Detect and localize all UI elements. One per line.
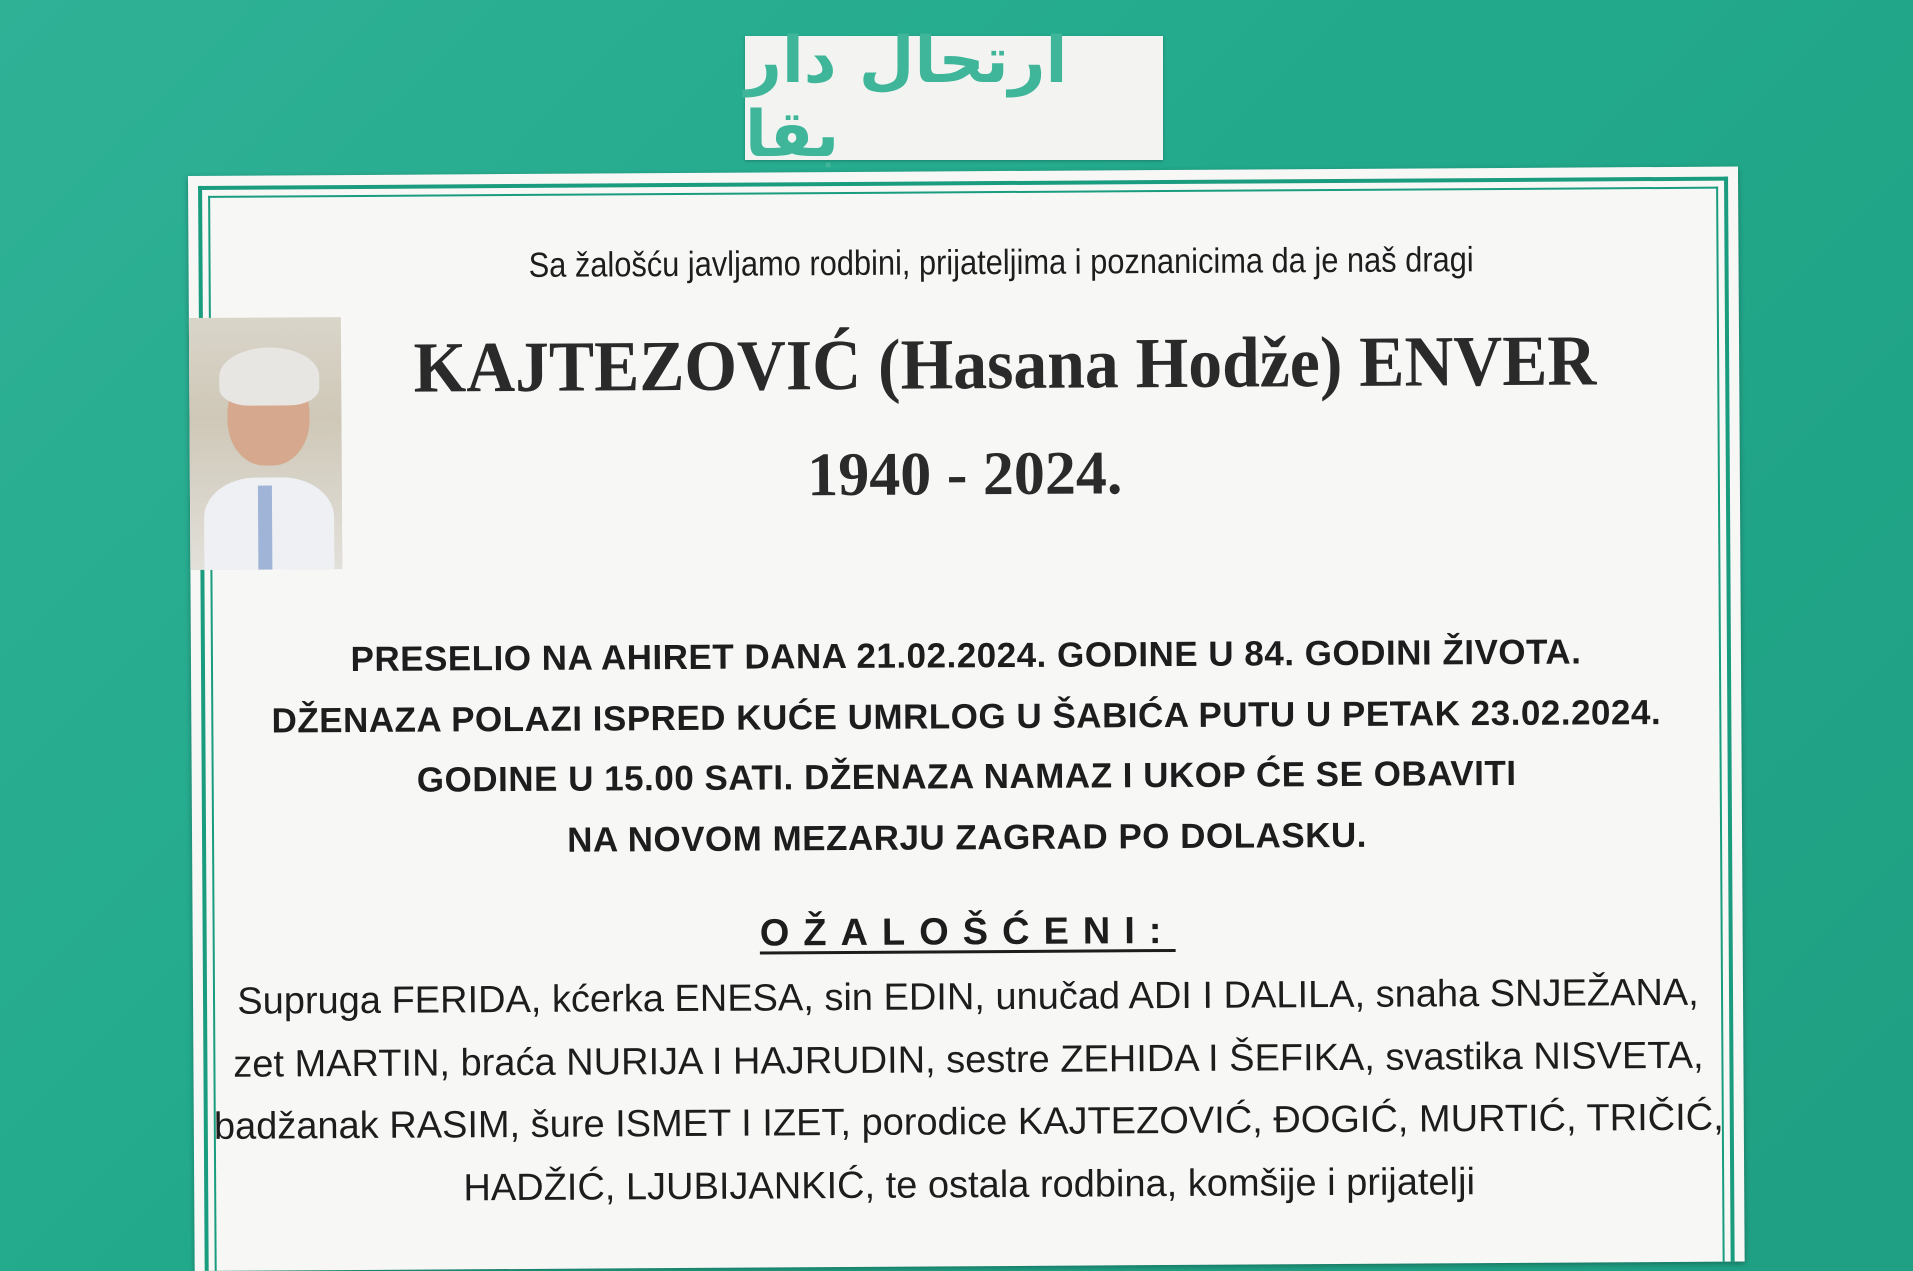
life-years: 1940 - 2024. (807, 439, 1123, 510)
mourners-heading: OŽALOŠĆENI: (759, 909, 1176, 955)
intro-text: Sa žalošću javljamo rodbini, prijateljima i poznanicima da je naš dragi (528, 240, 1474, 285)
detail-line: GODINE U 15.00 SATI. DŽENAZA NAMAZ I UKOP ĆE SE OBAVITI (416, 753, 1517, 800)
obituary-notice (188, 167, 1745, 1271)
mourners-line: zet MARTIN, braća NURIJA I HAJRUDIN, sestre ZEHIDA I ŠEFIKA, svastika NISVETA, (233, 1034, 1704, 1086)
deceased-name: KAJTEZOVIĆ (Hasana Hodže) ENVER (413, 320, 1597, 408)
detail-line: NA NOVOM MEZARJU ZAGRAD PO DOLASKU. (567, 815, 1368, 860)
mourners-line: Supruga FERIDA, kćerka ENESA, sin EDIN, unučad ADI I DALILA, snaha SNJEŽANA, (237, 971, 1699, 1023)
mourners-line: badžanak RASIM, šure ISMET I IZET, porodice KAJTEZOVIĆ, ĐOGIĆ, MURTIĆ, TRIČIĆ, (213, 1096, 1724, 1148)
detail-line: PRESELIO NA AHIRET DANA 21.02.2024. GODINE U 84. GODINI ŽIVOTA. (350, 632, 1582, 680)
mourners-line: HADŽIĆ, LJUBIJANKIĆ, te ostala rodbina, komšije i prijatelji (463, 1161, 1476, 1210)
arabic-calligraphy: ارتحال دار بقا (745, 24, 1068, 172)
arabic-header-label (745, 24, 1163, 172)
detail-line: DŽENAZA POLAZI ISPRED KUĆE UMRLOG U ŠABIĆA PUTU U PETAK 23.02.2024. (271, 693, 1662, 741)
